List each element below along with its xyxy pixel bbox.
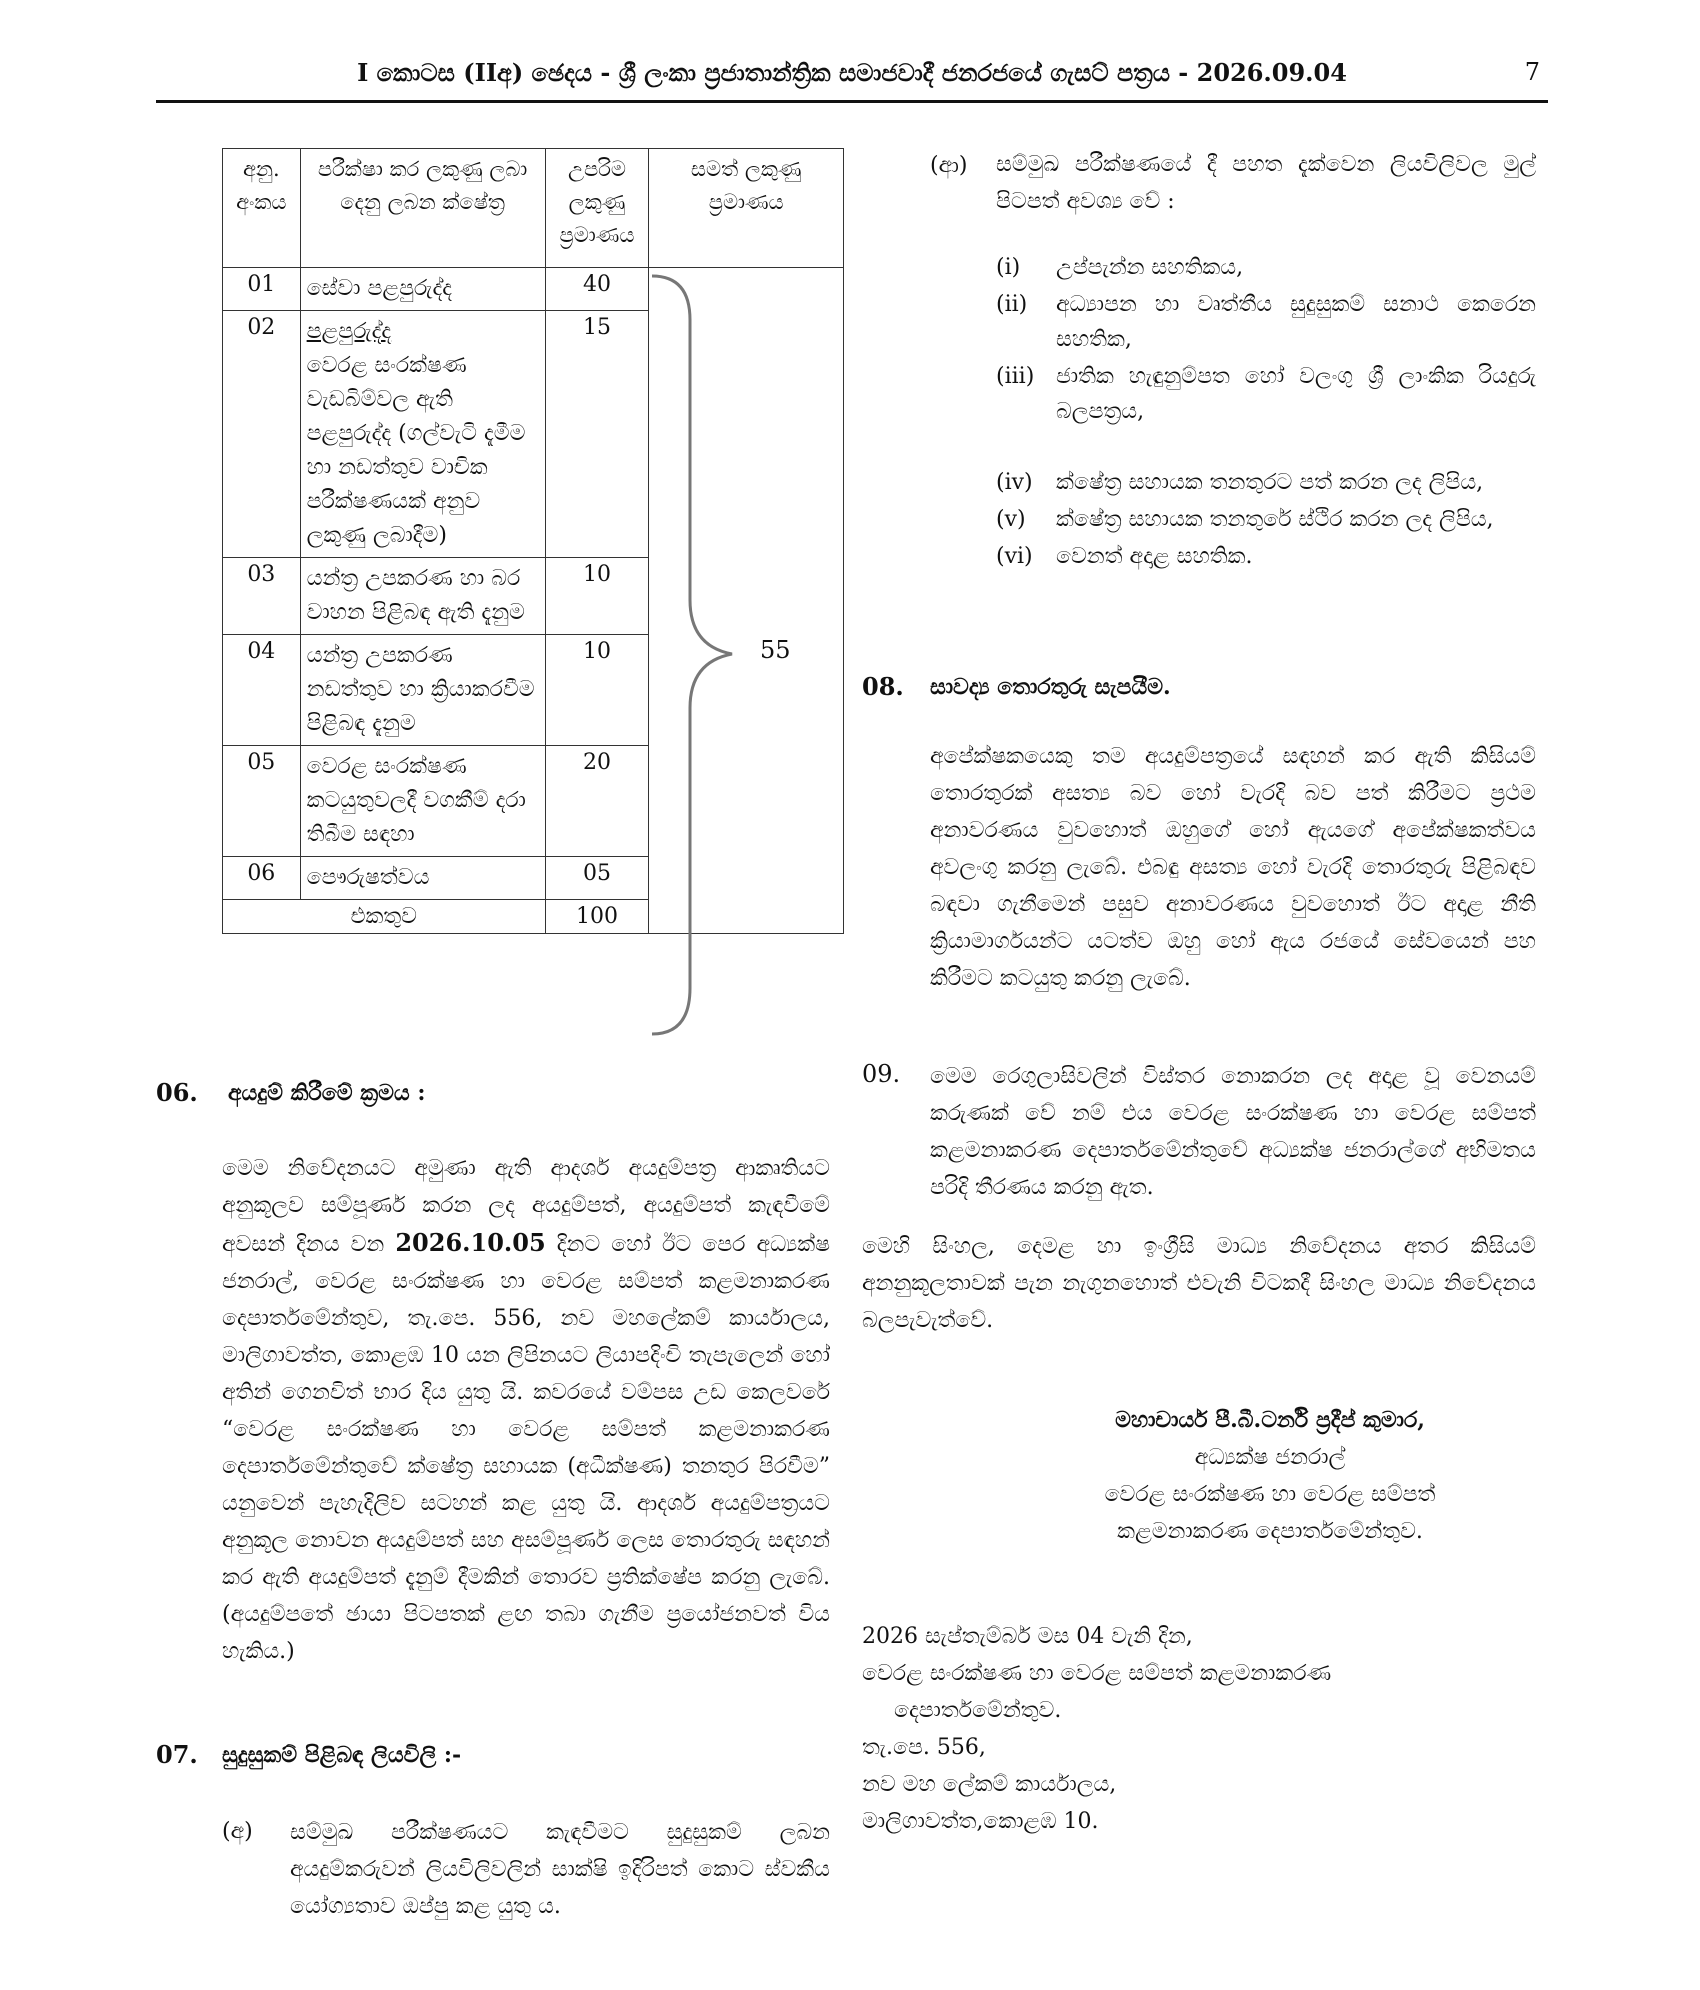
address-block [862, 1618, 1331, 1840]
list-item-text: වෙනත් අදාළ සහතික. [1056, 544, 1253, 569]
list-item-num: (i) [996, 255, 1021, 280]
closing-date: 2026.10.05 [395, 1228, 546, 1257]
section-08-title: සාවද්‍ය තොරතුරු සැපයීම. [930, 674, 1171, 700]
list-item-text: ක්ෂේත්‍ර සහායක තනතුරට පත් කරන ලද ලිපිය, [1056, 470, 1484, 495]
row-no: 04 [223, 635, 301, 746]
marks-table [222, 148, 844, 934]
section-09-text: මෙම රෙගුලාසිවලින් විස්තර නොකරන ලද අදාළ වූ වෙනයම් කරුණක් වේ නම් එය වෙරළ සංරක්ෂණ හා වෙරළ සම්පත් කළමනාකරණ දෙපාර්තමේන්තුවේ අධ්‍යක්ෂ ජනරාල්ගේ අභිමතය පරිදි තීරණය කරනු ඇත. [930, 1064, 1536, 1200]
list-item-num: (vi) [996, 544, 1033, 569]
row-no: 06 [223, 857, 301, 900]
address-line: දෙපාර්තමේන්තුව. [894, 1698, 1062, 1723]
pass-marks-value: 55 [760, 636, 791, 664]
section-08-number: 08. [862, 672, 904, 701]
list-item [996, 465, 1536, 500]
section-09-number: 09. [862, 1060, 901, 1088]
list-item [996, 359, 1536, 429]
address-line: 2026 සැප්තැම්බර් මස 04 වැනි දින, [862, 1624, 1193, 1649]
total-label: එකතුව [223, 900, 546, 934]
row-area: යන්ත්‍ර උපකරණ හා බර වාහන පිළිබඳ ඇති දැනුම [300, 558, 545, 635]
section-08-text: අපේක්ෂකයෙකු තම අයදුම්පත්‍රයේ සඳහන් කර ඇති කිසියම් තොරතුරක් අසත්‍ය බව හෝ වැරදි බව පත් කිරීමට ප්‍රථම අනාවරණය වුවහොත් ඔහුගේ හෝ ඇයගේ අපේක්ෂකත්වය අවලංගු කරනු ලැබේ. එබඳු අසත්‍ය හෝ වැරදි තොරතුරු පිළිබඳව බඳවා ගැනීමෙන් පසුව අනාවරණය වුවහොත් ඊට අදාළ නීති ක්‍රියාමාර්ගයන්ට යටත්ව ඔහු හෝ ඇය රජයේ සේවයෙන් පහ කිරීමට කටයුතු කරනු ලැබේ. [930, 744, 1536, 991]
col-header-max: උපරිම ලකුණු ප්‍රමාණය [545, 149, 649, 268]
section-06-text-part2: දිනට හෝ ඊට පෙර අධ්‍යක්ෂ ජනරාල්, වෙරළ සංරක්ෂණ හා වෙරළ සම්පත් කළමනාකරණ දෙපාර්තමේන්තුව, තැ.පෙ. 556, නව මහලේකම් කාර්යාලය, මාලිගාවත්ත, කොළඹ 10 යන ලිපිනයට ලියාපදිංචි තැපැලෙන් හෝ අතින් ගෙනවිත් භාර දිය යුතු යි. කවරයේ වම්පස උඩ කෙලවරේ “වෙරළ සංරක්ෂණ හා වෙරළ සම්පත් කළමනාකරණ දෙපාර්තමේන්තුවේ ක්ෂේත්‍ර සහායක (අධීක්ෂණ) තනතුර පිරවීම” යනුවෙන් පැහැදිලිව සටහන් කළ යුතු යි. ආදර්ශ අයදුම්පත්‍රයට අනුකූල නොවන අයදුම්පත් සහ අසම්පූර්ණ ලෙස තොරතුරු සඳහන් කර ඇති අයදුම්පත් දැනුම් දීමකින් තොරව ප්‍රතික්ෂේප කරනු ලැබේ. (අයදුම්පතේ ඡායා පිටපතක් ළඟ තබා ගැනීම ප්‍රයෝජනවත් විය හැකිය.) [222, 1232, 830, 1664]
documents-list [996, 250, 1536, 574]
section-07-title: සුදුසුකම් පිළිබඳ ලියවිලි :- [222, 1742, 462, 1768]
row-no: 01 [223, 268, 301, 311]
section-06-text [222, 1150, 830, 1670]
table-row [223, 268, 844, 311]
list-item-text: අධ්‍යාපන හා වෘත්තීය සුදුසුකම් සනාථ කෙරෙන සහතික, [1056, 292, 1536, 352]
row-area-title: පළපුරුද්ද [306, 319, 392, 344]
language-note: මෙහි සිංහල, දෙමළ හා ඉංග්‍රීසි මාධ්‍ය නිවේදනය අතර කිසියම් අනනුකූලතාවක් පැන නැගුනහොත් එවැනි විටකදී සිංහල මාධ්‍ය නිවේදනය බලපැවැත්වේ. [862, 1234, 1536, 1333]
address-line: මාලිගාවත්ත,කොළඹ 10. [862, 1809, 1099, 1834]
row-area: වෙරළ සංරක්ෂණ කටයුතුවලදී වගකීම් දරා තිබීම සඳහා [300, 746, 545, 857]
row-no: 03 [223, 558, 301, 635]
curly-brace-icon [650, 270, 740, 1040]
row-area-text: වෙරළ සංරක්ෂණ වැඩබිම්වල ඇති පළපුරුද්ද (ගල්වැටි දැමීම හා නඩත්තුව වාචික පරීක්ෂණයක් අනුව ලකුණු ලබාදීම) [306, 353, 526, 548]
list-item-num: (iv) [996, 470, 1033, 495]
signatory-name: මහාචාර්ය පී.බී.ටර්නි ප්‍රදීප් කුමාර, [1115, 1407, 1425, 1433]
address-line: වෙරළ සංරක්ෂණ හා වෙරළ සම්පත් කළමනාකරණ [862, 1661, 1332, 1686]
row-area: සේවා පළපුරුද්ද [300, 268, 545, 311]
row-no: 05 [223, 746, 301, 857]
table-header-row [223, 149, 844, 268]
section-06-text-part1: මෙම නිවේදනයට අමුණා ඇති ආදර්ශ අයදුම්පත්‍ර ආකෘතියට අනුකූලව සම්පූර්ණ කරන ලද අයදුම්පත්, අයදුම්පත් කැඳවීමේ අවසන් දිනය වන [222, 1156, 830, 1257]
list-item [996, 250, 1536, 285]
row-max: 10 [545, 635, 649, 746]
row-max: 40 [545, 268, 649, 311]
signatory-dept-line1: වෙරළ සංරක්ෂණ හා වෙරළ සම්පත් [1104, 1482, 1436, 1507]
section-06-number: 06. [156, 1078, 198, 1107]
list-item-num: (v) [996, 507, 1026, 532]
col-header-no: අනු. අංකය [223, 149, 301, 268]
list-item-num: (iii) [996, 364, 1035, 389]
row-max: 10 [545, 558, 649, 635]
item-a-label: (අ) [222, 1819, 253, 1844]
item-aa-label: (ආ) [930, 153, 968, 178]
list-item-text: උප්පැන්න සහතිකය, [1056, 255, 1244, 280]
row-area: යන්ත්‍ර උපකරණ නඩත්තුව හා ක්‍රියාකරවීම පිළිබඳ දැනුම [300, 635, 545, 746]
section-07-number: 07. [156, 1740, 198, 1769]
item-aa-text: සම්මුඛ පරීක්ෂණයේ දී පහත දැක්වෙන ලියවිලිවල මුල් පිටපත් අවශ්‍ය වේ : [996, 152, 1536, 214]
signatory-dept-line2: කළමනාකරණ දෙපාර්තමේන්තුව. [1117, 1519, 1423, 1544]
col-header-area: පරීක්ෂා කර ලකුණු ලබා දෙනු ලබන ක්ෂේත්‍ර [300, 149, 545, 268]
row-max: 05 [545, 857, 649, 900]
page-number: 7 [1524, 58, 1540, 86]
list-item-num: (ii) [996, 292, 1028, 317]
address-line: තැ.පෙ. 556, [862, 1735, 986, 1760]
row-area [300, 311, 545, 558]
row-no: 02 [223, 311, 301, 558]
row-max: 15 [545, 311, 649, 558]
gazette-title: I කොටස (IIඅ) ඡෙදය - ශ්‍රී ලංකා ප්‍රජාතාන්ත්‍රික සමාජවාදී ජනරජයේ ගැසට් පත්‍රය - 2026.09.04 [357, 58, 1347, 87]
row-area: පෞරුෂත්වය [300, 857, 545, 900]
signatory-title: අධ්‍යක්ෂ ජනරාල් [1194, 1445, 1346, 1470]
col-header-pass: සමත් ලකුණු ප්‍රමාණය [649, 149, 844, 268]
signature-block [1000, 1402, 1540, 1550]
list-item-text: ක්ෂේත්‍ර සහායක තනතුරේ ස්ථිර කරන ලද ලිපිය, [1056, 507, 1494, 532]
total-value: 100 [545, 900, 649, 934]
list-item [996, 539, 1536, 574]
list-item [996, 287, 1536, 357]
section-06-title: අයදුම් කිරීමේ ක්‍රමය : [228, 1080, 426, 1106]
page-header [156, 28, 1548, 103]
row-max: 20 [545, 746, 649, 857]
item-a-text: සම්මුඛ පරීක්ෂණයට කැඳවීමට සුදුසුකම් ලබන අයදුම්කරුවන් ලියවිලිවලින් සාක්ෂි ඉදිරිපත් කොට ස්වකීය යෝග්‍යතාව ඔප්පු කළ යුතු ය. [290, 1820, 830, 1919]
list-item-text: ජාතික හැඳුනුම්පත හෝ වලංගු ශ්‍රී ලාංකික රියදුරු බලපත්‍රය, [1056, 364, 1536, 424]
address-line: නව මහ ලේකම් කාර්යාලය, [862, 1772, 1117, 1797]
list-item [996, 502, 1536, 537]
